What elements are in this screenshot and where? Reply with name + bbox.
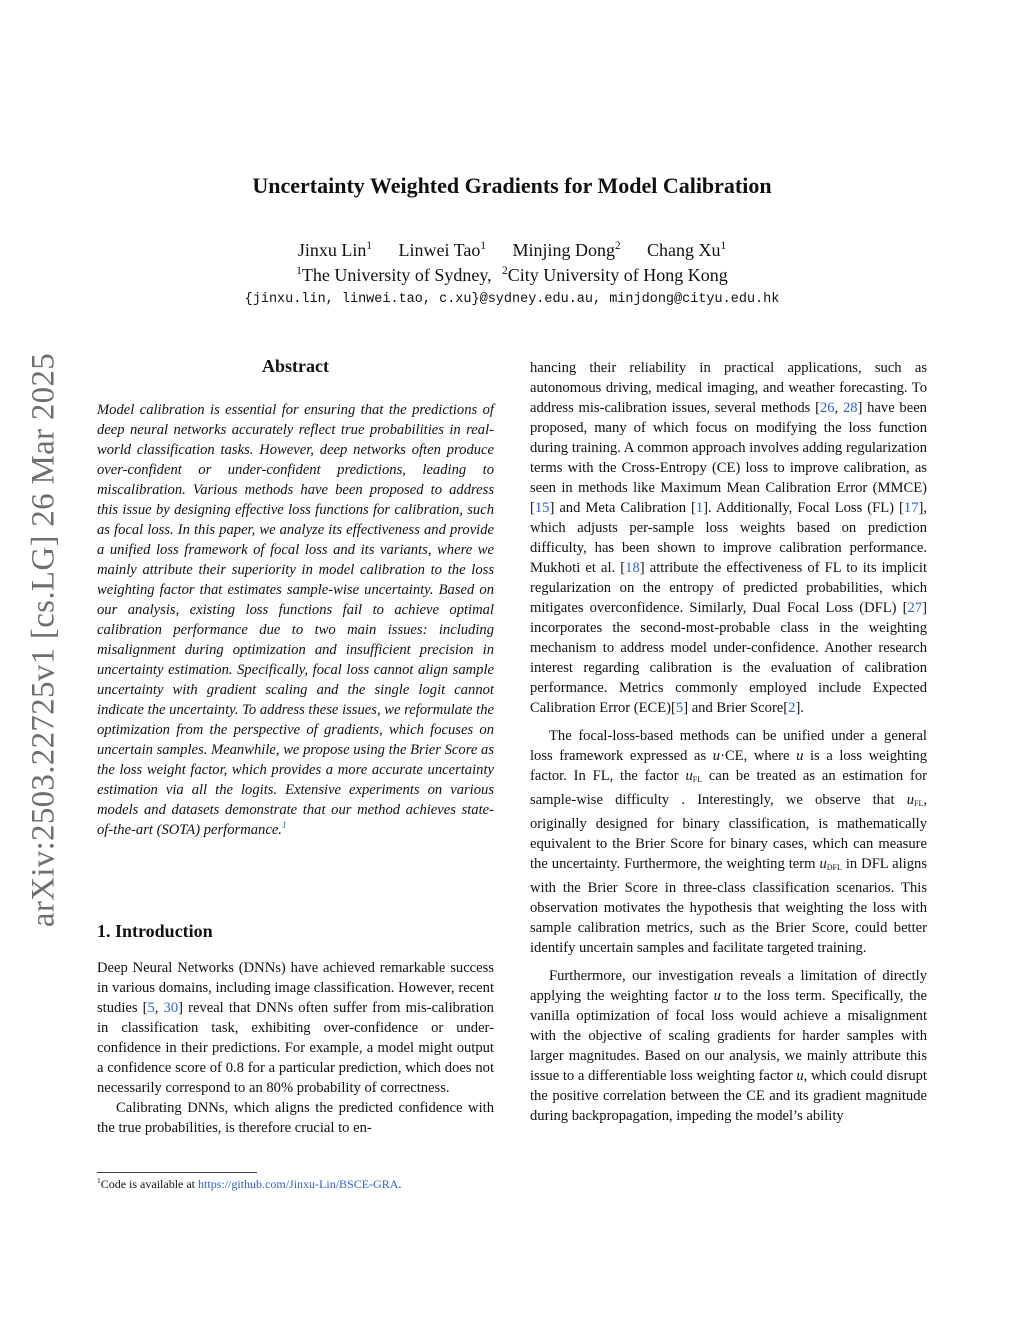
citation-link[interactable]: 15 xyxy=(534,500,550,516)
footnote: $^1$Code is available at https://github.com/Jinxu-Lin/BSCE-GRA. xyxy=(97,1176,402,1191)
paragraph: Furthermore, our investigation reveals a limitation of directly applying the weighting factor u to the loss term. Specifically, the vanilla optimization of focal loss would achieve a misalignment with the objective of scaling gradients for harder samples with larger magnitudes. Based on our analysis, we mainly attribute this issue to a differentiable loss weighting factor u, which could disrupt the positive correlation between the CE and its gradient magnitude during backpropagation, impeding the model’s ability xyxy=(530,968,927,1124)
author: Jinxu Lin$^1$ xyxy=(297,240,372,260)
citation-link[interactable]: 27 xyxy=(907,600,923,616)
citation-link[interactable]: 1 xyxy=(695,500,704,516)
affiliation: $^1$The University of Sydney, xyxy=(296,265,492,285)
author-emails: {jinxu.lin, linwei.tao, c.xu}@sydney.edu.au, minjdong@cityu.edu.hk xyxy=(244,292,780,307)
section-heading-introduction: 1. Introduction xyxy=(97,921,213,941)
code-link[interactable]: https://github.com/Jinxu-Lin/BSCE-GRA xyxy=(198,1177,399,1191)
citation-link[interactable]: 5 xyxy=(675,700,684,716)
paragraph: Deep Neural Networks (DNNs) have achieved remarkable success in various domains, including image classification. However, recent studies [5, 30] reveal that DNNs often suffer from mis-calibration in classification task, exhibiting over-confidence or under-confidence in their predictions. For example, a model might output a confidence score of 0.8 for a particular prediction, which does not necessarily correspond to an 80% probability of correctness. xyxy=(97,960,494,1096)
author: Linwei Tao$^1$ xyxy=(398,240,486,260)
author: Chang Xu$^1$ xyxy=(647,240,727,260)
paragraph: Calibrating DNNs, which aligns the predicted confidence with the true probabilities, is therefore crucial to en- xyxy=(97,1100,494,1136)
citation-link[interactable]: 17 xyxy=(903,500,919,516)
author-list xyxy=(0,240,1024,261)
citation-link[interactable]: 18 xyxy=(625,560,640,576)
citation-link[interactable]: 30 xyxy=(163,1000,179,1016)
paragraph: The focal-loss-based methods can be unified under a general loss framework expressed as u·CE, where u is a loss weighting factor. In FL, the factor uFL can be treated as an estimation for sample-wise difficulty . Interestingly, we observe that uFL, originally designed for binary classification, is mathematically equivalent to the Brier Score for binary cases, which can measure the uncertainty. Furthermore, the weighting term uDFL in DFL aligns with the Brier Score in three-class classification scenarios. This observation motivates the hypothesis that weighting the loss with sample calibration metrics, such as the Brier Score, could better identify uncertain samples and facilitate targeted training. xyxy=(530,728,927,956)
paper-title: Uncertainty Weighted Gradients for Model Calibration xyxy=(252,173,772,198)
footnote-divider xyxy=(97,1172,257,1173)
arxiv-identifier: arXiv:2503.22725v1 [cs.LG] 26 Mar 2025 xyxy=(25,352,62,928)
introduction-body xyxy=(97,958,494,1138)
citation-link[interactable]: 2 xyxy=(788,700,796,716)
citation-link[interactable]: 28 xyxy=(842,400,858,416)
abstract-body: Model calibration is essential for ensuring that the predictions of deep neural networks accurately reflect true probabilities in real-world classification tasks. However, deep networks often produce over-confident or under-confident predictions, leading to miscalibration. Various methods have been proposed to address this issue by designing effective loss functions for calibration, such as focal loss. In this paper, we analyze its effectiveness and provide a unified loss framework of focal loss and its variants, where we mainly attribute their superiority in model calibration to the loss weighting factor that estimates sample-wise uncertainty. Based on our analysis, existing loss functions fail to achieve optimal calibration performance due to two main issues: including misalignment during optimization and insufficient precision in uncertainty estimation. Specifically, focal loss cannot align sample uncertainty with gradient scaling and the single logit cannot indicate the uncertainty. To address these issues, we reformulate the optimization from the perspective of gradients, which focuses on uncertain samples. Meanwhile, we propose using the Brier Score as the loss weight factor, which provides a more accurate uncertainty estimation via all the logits. Extensive experiments on various models and datasets demonstrate that our method achieves state-of-the-art (SOTA) performance.$^1$ xyxy=(97,402,494,838)
author: Minjing Dong$^2$ xyxy=(512,240,621,260)
citation-link[interactable]: 5 xyxy=(147,1000,155,1016)
affiliations xyxy=(0,265,1024,286)
paragraph: hancing their reliability in practical applications, such as autonomous driving, medical imaging, and weather forecasting. To address mis-calibration issues, several methods [26, 28] have been proposed, many of which focus on modifying the loss function during training. A common approach involves adding regularization terms with the Cross-Entropy (CE) loss to improve calibration, as seen in methods like Maximum Mean Calibration Error (MMCE) [15] and Meta Calibration [1]. Additionally, Focal Loss (FL) [17], which adjusts per-sample loss weights based on prediction difficulty, has been shown to improve calibration performance. Mukhoti et al. [18] attribute the effectiveness of FL to its implicit regularization on the entropy of predicted probabilities, which mitigates overconfidence. Similarly, Dual Focal Loss (DFL) [27] incorporates the second-most-probable class in the weighting mechanism to address model under-confidence. Another research interest regarding calibration is the evaluation of calibration performance. Metrics commonly employed include Expected Calibration Error (ECE)[5] and Brier Score[2]. xyxy=(530,360,928,716)
abstract-heading: Abstract xyxy=(262,356,329,376)
footnote-ref[interactable]: 1 xyxy=(281,820,287,831)
citation-link[interactable]: 26 xyxy=(819,400,835,416)
affiliation: $^2$City University of Hong Kong xyxy=(502,265,728,285)
right-column-body xyxy=(530,358,927,1126)
